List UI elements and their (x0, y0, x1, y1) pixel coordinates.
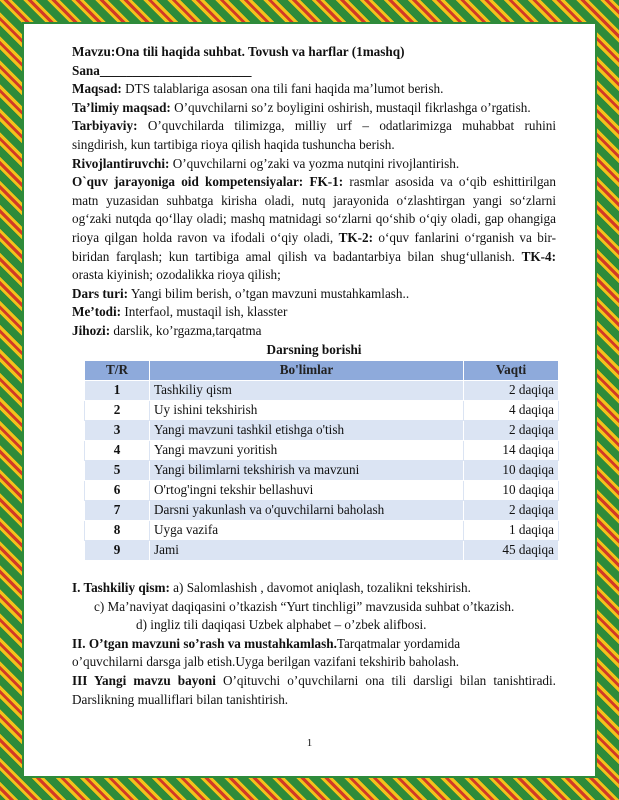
row-section: Tashkiliy qism (150, 381, 464, 401)
aim-label: Maqsad: (72, 81, 122, 97)
row-number: 5 (85, 461, 150, 481)
table-header-row (85, 361, 559, 381)
row-time: 45 daqiqa (464, 541, 559, 561)
table-row (85, 421, 559, 441)
table-row (85, 541, 559, 561)
lesson-plan-table (84, 360, 559, 561)
row-number: 9 (85, 541, 150, 561)
row-number: 1 (85, 381, 150, 401)
row-section: Jami (150, 541, 464, 561)
upbring-line (72, 117, 556, 154)
edu-text: O’quvchilarni so’z boyligini oshirish, mustaqil fikrlashga o’rgatish. (174, 99, 531, 115)
row-section: Yangi mavzuni tashkil etishga o'tish (150, 421, 464, 441)
row-time: 1 daqiqa (464, 521, 559, 541)
row-section: O'rtog'ingni tekshir bellashuvi (150, 481, 464, 501)
aim-line (72, 80, 556, 99)
type-label: Dars turi: (72, 285, 129, 301)
tk2-label: TK-2: (338, 229, 374, 245)
topic-text: Ona tili haqida suhbat. Tovush va harflar (1mashq) (115, 44, 405, 59)
step3-label: III Yangi mavzu bayoni (72, 673, 216, 689)
row-time: 2 daqiqa (464, 381, 559, 401)
competence-paragraph (72, 173, 556, 285)
equipment-label: Jihozi: (72, 322, 111, 338)
step2-label: II. O’tgan mavzuni so’rash va mustahkamlash. (72, 635, 337, 651)
row-number: 7 (85, 501, 150, 521)
step3-line (72, 672, 556, 709)
equipment-text: darslik, ko’rgazma,tarqatma (113, 322, 262, 338)
equipment-line (72, 322, 556, 341)
competence-label: O`quv jarayoniga oid kompetensiyalar: FK-1: (72, 174, 344, 190)
table-row (85, 461, 559, 481)
step1-label: I. Tashkiliy qism: (72, 580, 170, 596)
date-line (72, 62, 556, 81)
upbring-text: O’quvchilarda tilimizga, milliy urf – odatlarimizga muhabbat ruhini singdirish, kun tartibiga rioya qilish haqida tushuncha berish. (72, 118, 556, 152)
table-row (85, 381, 559, 401)
develop-label: Rivojlantiruvchi: (72, 155, 170, 171)
row-number: 2 (85, 401, 150, 421)
step1-a: a) Salomlashish , davomot aniqlash, tozalikni tekshirish. (173, 580, 471, 596)
table-row (85, 401, 559, 421)
develop-text: O’quvchilarni og’zaki va yozma nutqini rivojlantirish. (172, 155, 460, 171)
header-section: Bo'limlar (150, 361, 464, 381)
row-time: 10 daqiqa (464, 481, 559, 501)
row-number: 6 (85, 481, 150, 501)
row-section: Uy ishini tekshirish (150, 401, 464, 421)
upbring-label: Tarbiyaviy: (72, 118, 138, 134)
develop-line (72, 155, 556, 174)
competence-text-2: o‘quv fanlarini o‘rganish va bir-biridan farqlash; kun tartibiga amal qilish va badantarbiya bilan shug‘ullanish. (72, 229, 557, 264)
table-row (85, 501, 559, 521)
competence-text-3: orasta kiyinish; ozodalikka rioya qilish; (72, 267, 281, 283)
row-time: 4 daqiqa (464, 401, 559, 421)
date-label: Sana_______________________ (72, 62, 252, 78)
document-body (72, 43, 556, 709)
header-number: T/R (85, 361, 150, 381)
tk4-label: TK-4: (521, 248, 557, 264)
edu-line (72, 99, 556, 118)
header-time: Vaqti (464, 361, 559, 381)
page-number: 1 (306, 737, 313, 749)
step1-c: c) Ma’naviyat daqiqasini o’tkazish “Yurt tinchligi” mavzusida suhbat o’tkazish. (94, 598, 515, 614)
table-row (85, 481, 559, 501)
method-text: Interfaol, mustaqil ish, klasster (124, 304, 288, 320)
table-row (85, 521, 559, 541)
row-time: 14 daqiqa (464, 441, 559, 461)
row-number: 4 (85, 441, 150, 461)
step2-line-2: o’quvchilarni darsga jalb etish.Uyga berilgan vazifani tekshirib baholash. (72, 654, 460, 670)
plan-title: Darsning borishi (266, 341, 362, 357)
type-text: Yangi bilim berish, o’tgan mavzuni mustahkamlash.. (130, 285, 410, 301)
row-section: Yangi bilimlarni tekshirish va mavzuni (150, 461, 464, 481)
row-time: 2 daqiqa (464, 421, 559, 441)
row-section: Yangi mavzuni yoritish (150, 441, 464, 461)
row-time: 10 daqiqa (464, 461, 559, 481)
type-line (72, 285, 556, 304)
row-time: 2 daqiqa (464, 501, 559, 521)
topic-label: Mavzu: (72, 44, 116, 59)
table-row (85, 441, 559, 461)
edu-label: Ta’limiy maqsad: (72, 99, 171, 115)
row-number: 3 (85, 421, 150, 441)
method-label: Me’todi: (72, 304, 122, 320)
row-section: Darsni yakunlash va o'quvchilarni baholash (150, 501, 464, 521)
aim-text: DTS talablariga asosan ona tili fani haqida ma’lumot berish. (125, 81, 444, 97)
step3-text: O’qituvchi o’quvchilarni ona tili darsligi bilan tanishtiradi. Darslikning mualliflari bilan tanishtirish. (72, 673, 556, 707)
method-line (72, 303, 556, 322)
row-section: Uyga vazifa (150, 521, 464, 541)
step2-line (72, 635, 556, 654)
step1-d: d) ingliz tili daqiqasi Uzbek alphabet – o’zbek alifbosi. (136, 617, 427, 633)
topic-line (72, 43, 556, 62)
step1-line (72, 579, 556, 598)
competence-text-1: rasmlar asosida va o‘qib eshittirilgan matn yuzasidan suhbatga kirisha oladi, nutq jarayonida o‘zlashtirgan yangi so‘zlarni og‘zaki nutqda qo‘llay oladi; mashq matnidagi so‘zlarni qo‘shib o‘qiy oladi, gap ohangiga rioya qilgan holda ravon va ifodali o‘qiy oladi, (72, 174, 556, 245)
row-number: 8 (85, 521, 150, 541)
step2-text-1: Tarqatmalar yordamida (336, 635, 461, 651)
